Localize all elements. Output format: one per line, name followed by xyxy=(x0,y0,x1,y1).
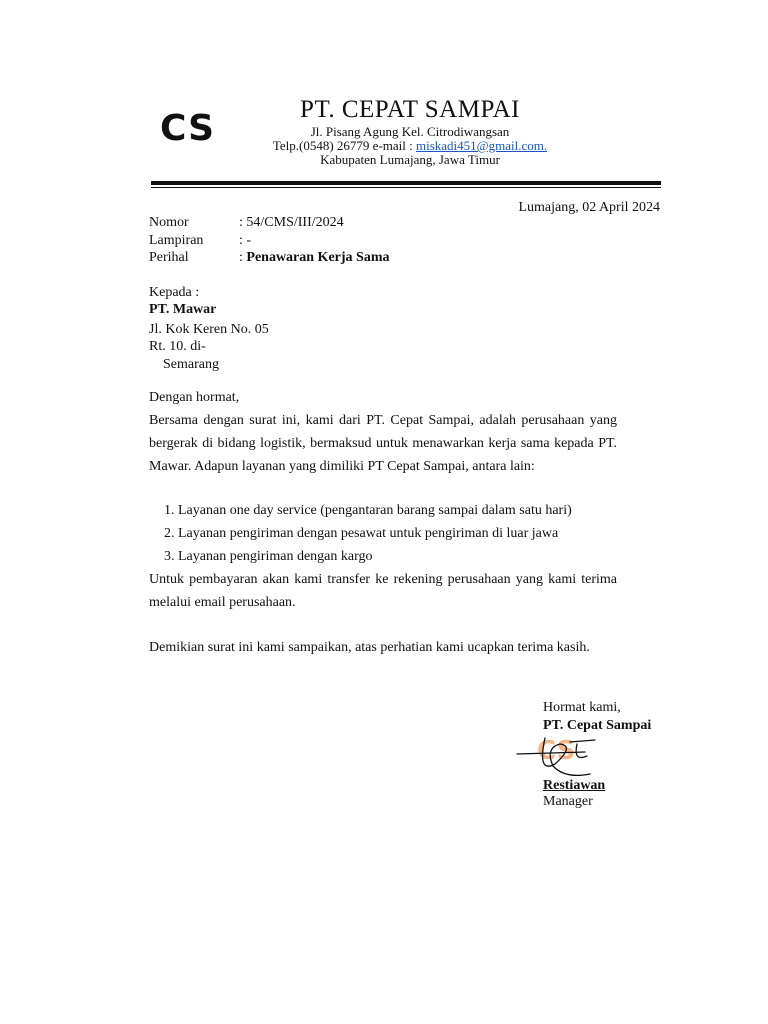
meta-perihal-label: Perihal xyxy=(149,250,189,265)
meta-perihal-colon: : xyxy=(239,250,247,265)
body-paragraph-intro: Bersama dengan surat ini, kami dari PT. Cepat Sampai, adalah perusahaan yang bergerak di bidang logistik, bermaksud untuk menawarkan kerja sama kepada PT. Mawar. Adapun layanan yang dimiliki PT Cepat Sampai, antara lain: xyxy=(149,413,617,474)
company-stamp: CS xyxy=(537,736,576,766)
list-item: 1. Layanan one day service (pengantaran barang sampai dalam satu hari) xyxy=(178,499,658,522)
letterhead-rule-thick xyxy=(151,181,661,185)
company-contact xyxy=(230,139,590,153)
services-list xyxy=(149,499,658,568)
closing-company: PT. Cepat Sampai xyxy=(543,718,652,733)
recipient-name: PT. Mawar xyxy=(149,302,217,317)
signer-name: Restiawan xyxy=(543,778,606,793)
list-item: 3. Layanan pengiriman dengan kargo xyxy=(178,545,658,568)
company-region: Kabupaten Lumajang, Jawa Timur xyxy=(320,152,500,167)
letter-date: Lumajang, 02 April 2024 xyxy=(518,200,660,215)
body-paragraph-payment: Untuk pembayaran akan kami transfer ke rekening perusahaan yang kami terima melalui email perusahaan. xyxy=(149,572,617,610)
signature-icon xyxy=(515,734,605,784)
list-item: 2. Layanan pengiriman dengan pesawat untuk pengiriman di luar jawa xyxy=(178,522,658,545)
email-link[interactable]: miskadi451@gmail.com. xyxy=(416,138,548,153)
greeting: Dengan hormat, xyxy=(149,390,240,405)
recipient-label: Kepada : xyxy=(149,285,200,300)
meta-nomor-value: : 54/CMS/III/2024 xyxy=(239,215,344,230)
meta-lampiran xyxy=(149,232,251,250)
company-logo: CS xyxy=(160,108,216,149)
company-name: PT. CEPAT SAMPAI xyxy=(300,96,520,123)
company-address: Jl. Pisang Agung Kel. Citrodiwangsan xyxy=(310,124,510,139)
recipient-city: Semarang xyxy=(163,357,219,372)
recipient-address-line: Jl. Kok Keren No. 05 xyxy=(149,322,269,337)
meta-nomor-label: Nomor xyxy=(149,215,189,230)
meta-lampiran-label: Lampiran xyxy=(149,233,204,248)
meta-perihal xyxy=(149,249,389,267)
meta-nomor xyxy=(149,214,344,232)
body-paragraph-closing: Demikian surat ini kami sampaikan, atas perhatian kami ucapkan terima kasih. xyxy=(149,640,590,655)
signer-title: Manager xyxy=(543,794,593,809)
closing-salutation: Hormat kami, xyxy=(543,700,621,715)
recipient-address-line: Rt. 10. di- xyxy=(149,339,206,354)
phone-text: Telp.(0548) 26779 e-mail : xyxy=(272,138,416,153)
letterhead-rule-thin xyxy=(151,187,661,188)
meta-lampiran-value: : - xyxy=(239,233,252,248)
meta-perihal-value: Penawaran Kerja Sama xyxy=(246,250,390,265)
